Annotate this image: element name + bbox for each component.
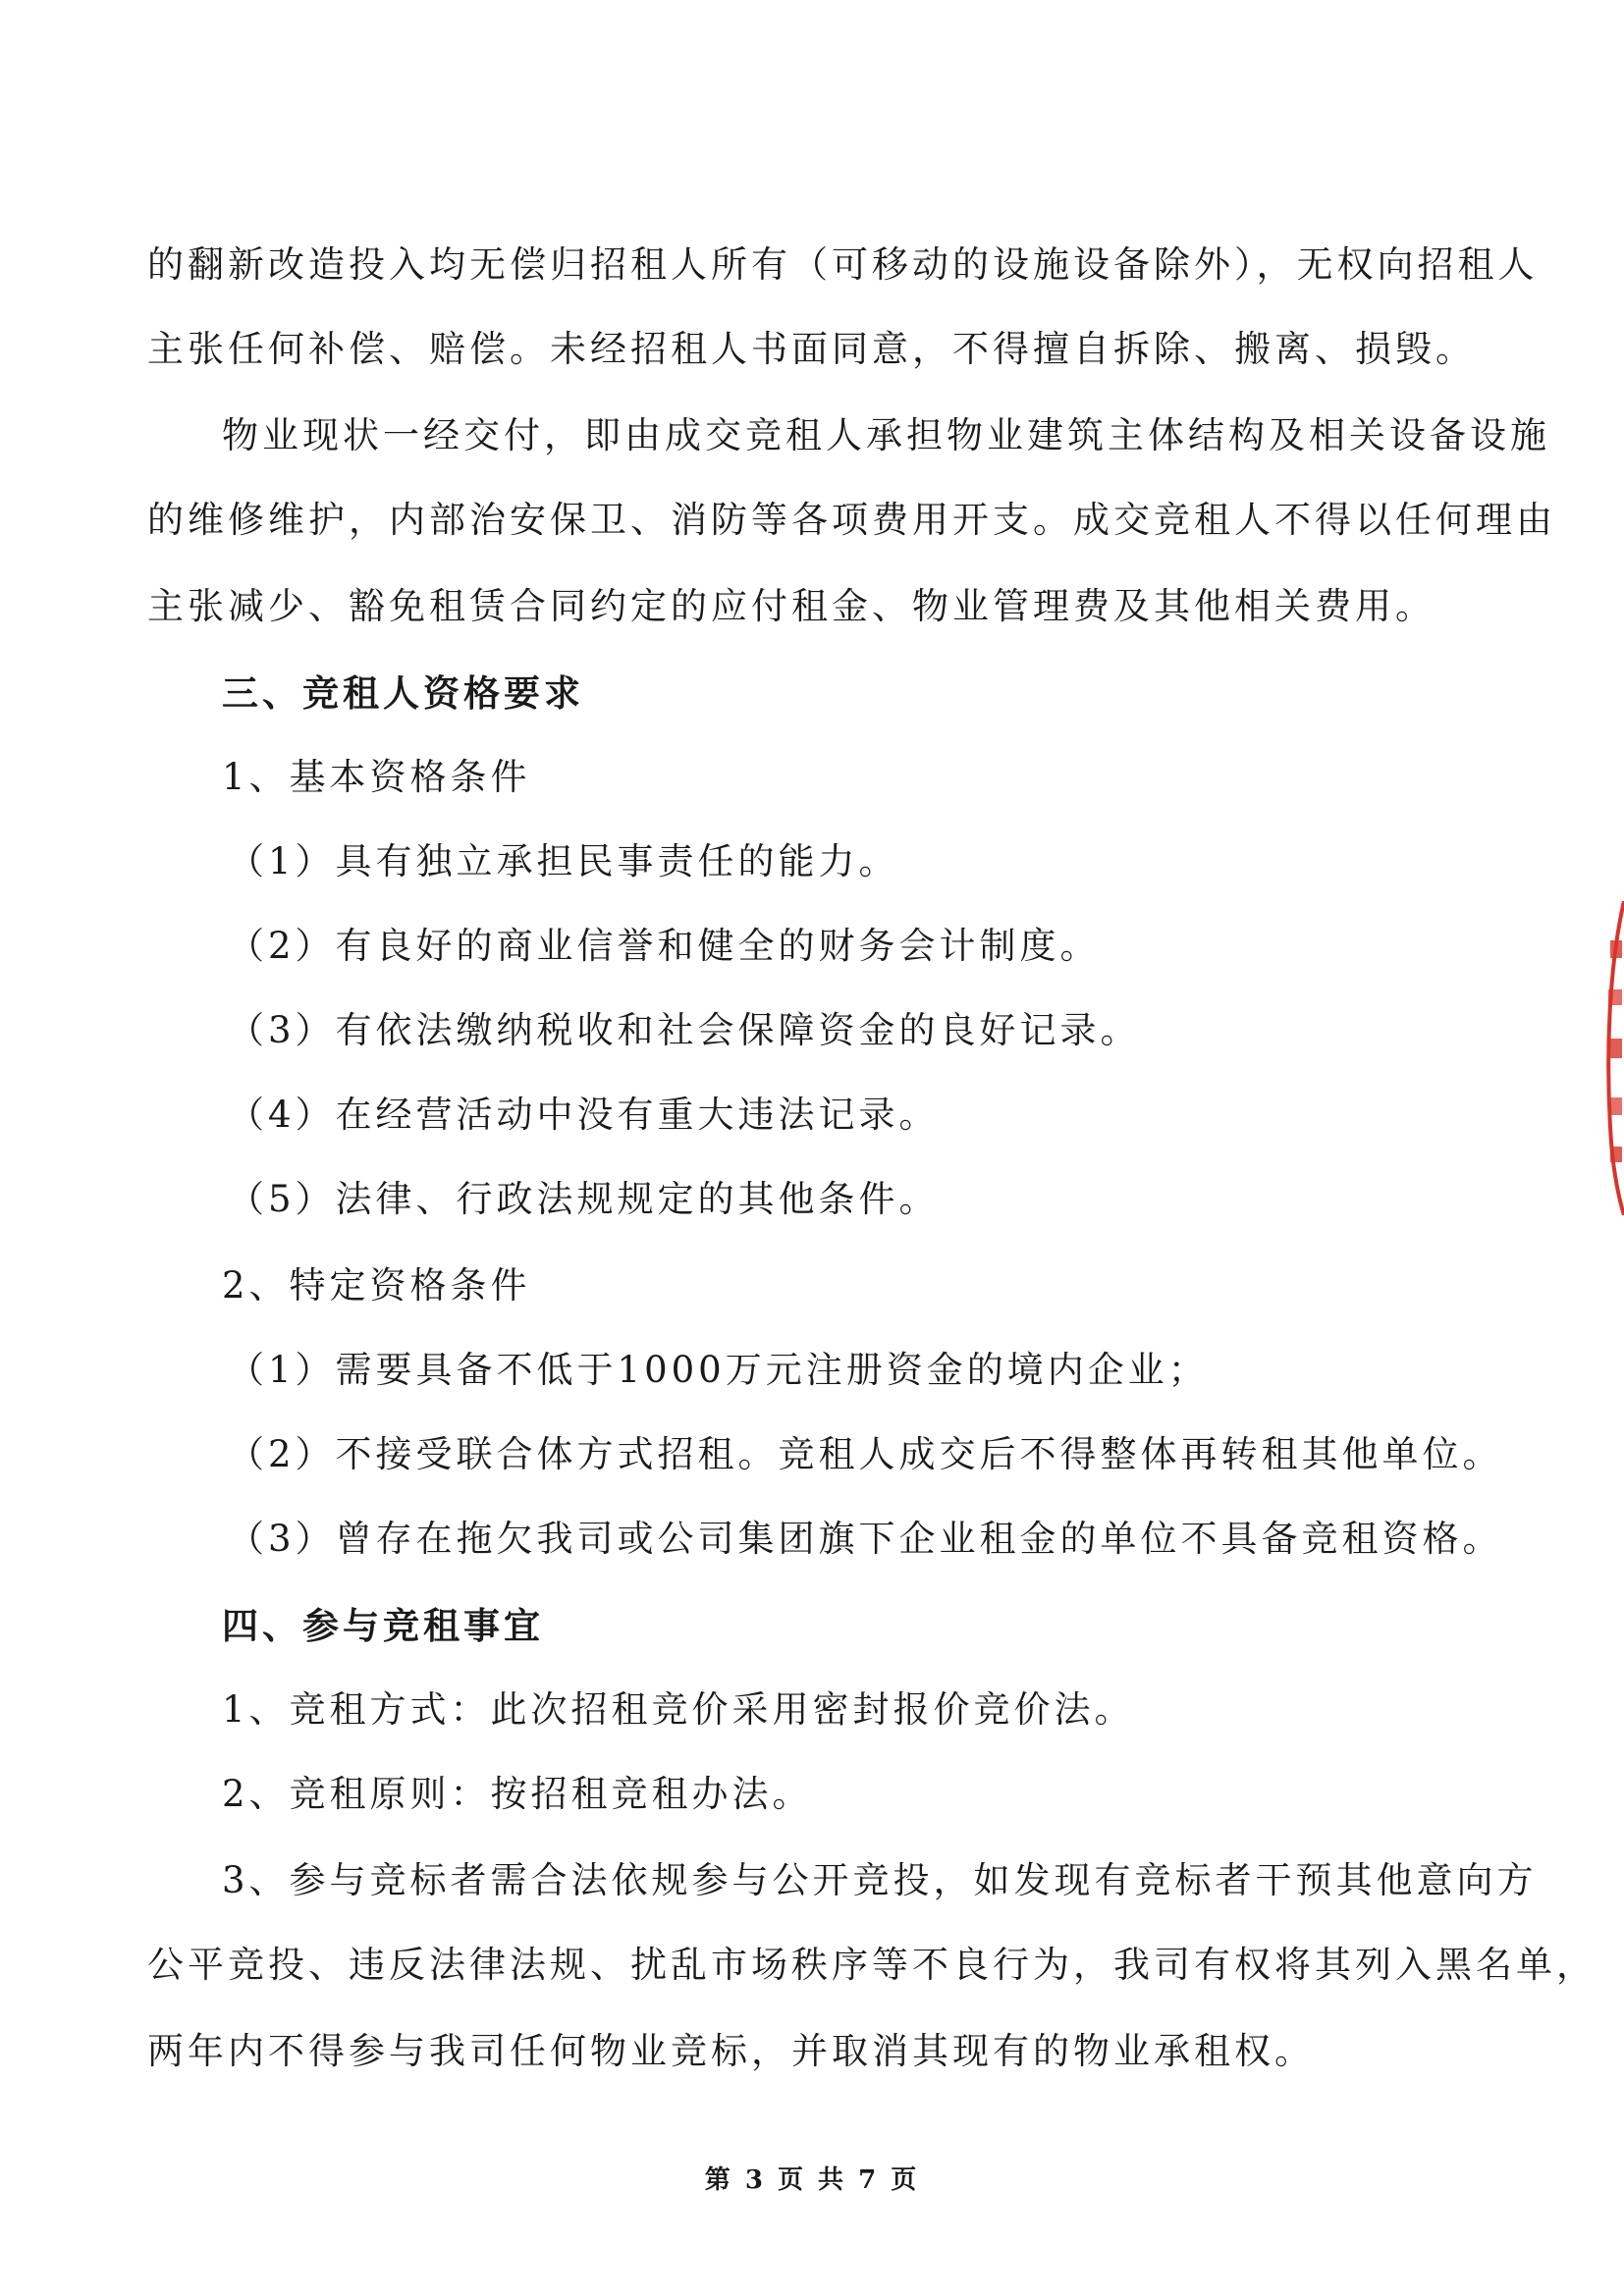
list-item: （5）法律、行政法规规定的其他条件。 xyxy=(228,1178,940,1220)
page-number-footer: 第 3 页 共 7 页 xyxy=(704,2165,920,2195)
list-item: （2）有良好的商业信誉和健全的财务会计制度。 xyxy=(228,925,1101,967)
subsection-heading: 1、基本资格条件 xyxy=(222,756,531,798)
paragraph-line: 两年内不得参与我司任何物业竞标，并取消其现有的物业承租权。 xyxy=(147,2030,1315,2072)
list-item: （1）具有独立承担民事责任的能力。 xyxy=(228,840,899,882)
paragraph-line: 的维修维护，内部治安保卫、消防等各项费用开支。成交竞租人不得以任何理由 xyxy=(147,499,1556,541)
seal-stamp-icon xyxy=(1602,901,1624,1215)
list-item: （2）不接受联合体方式招租。竞租人成交后不得整体再转租其他单位。 xyxy=(228,1433,1503,1475)
paragraph-line: 1、竞租方式：此次招租竞价采用密封报价竞价法。 xyxy=(222,1688,1135,1731)
paragraph-line: 物业现状一经交付，即由成交竞租人承担物业建筑主体结构及相关设备设施 xyxy=(222,414,1550,456)
paragraph-line: 主张减少、豁免租赁合同约定的应付租金、物业管理费及其他相关费用。 xyxy=(147,585,1435,627)
paragraph-line: 的翻新改造投入均无偿归招租人所有（可移动的设施设备除外），无权向招租人 xyxy=(147,243,1539,286)
section-heading-bidding: 四、参与竞租事宜 xyxy=(222,1604,544,1647)
list-item: （3）有依法缴纳税收和社会保障资金的良好记录。 xyxy=(228,1009,1141,1051)
section-heading-qualifications: 三、竞租人资格要求 xyxy=(222,671,584,715)
list-item: （4）在经营活动中没有重大违法记录。 xyxy=(228,1094,940,1136)
list-item: （1）需要具备不低于1000万元注册资金的境内企业； xyxy=(228,1349,1209,1391)
subsection-heading: 2、特定资格条件 xyxy=(222,1264,531,1307)
paragraph-line: 3、参与竞标者需合法依规参与公开竞投，如发现有竞标者干预其他意向方 xyxy=(222,1859,1538,1901)
paragraph-line: 2、竞租原则：按招租竞租办法。 xyxy=(222,1773,813,1815)
seal-stamp-edge xyxy=(1602,901,1624,1215)
list-item: （3）曾存在拖欠我司或公司集团旗下企业租金的单位不具备竞租资格。 xyxy=(228,1518,1503,1560)
paragraph-line: 公平竞投、违反法律法规、扰乱市场秩序等不良行为，我司有权将其列入黑名单， xyxy=(147,1944,1597,1986)
paragraph-line: 主张任何补偿、赔偿。未经招租人书面同意，不得擅自拆除、搬离、损毁。 xyxy=(147,328,1476,370)
